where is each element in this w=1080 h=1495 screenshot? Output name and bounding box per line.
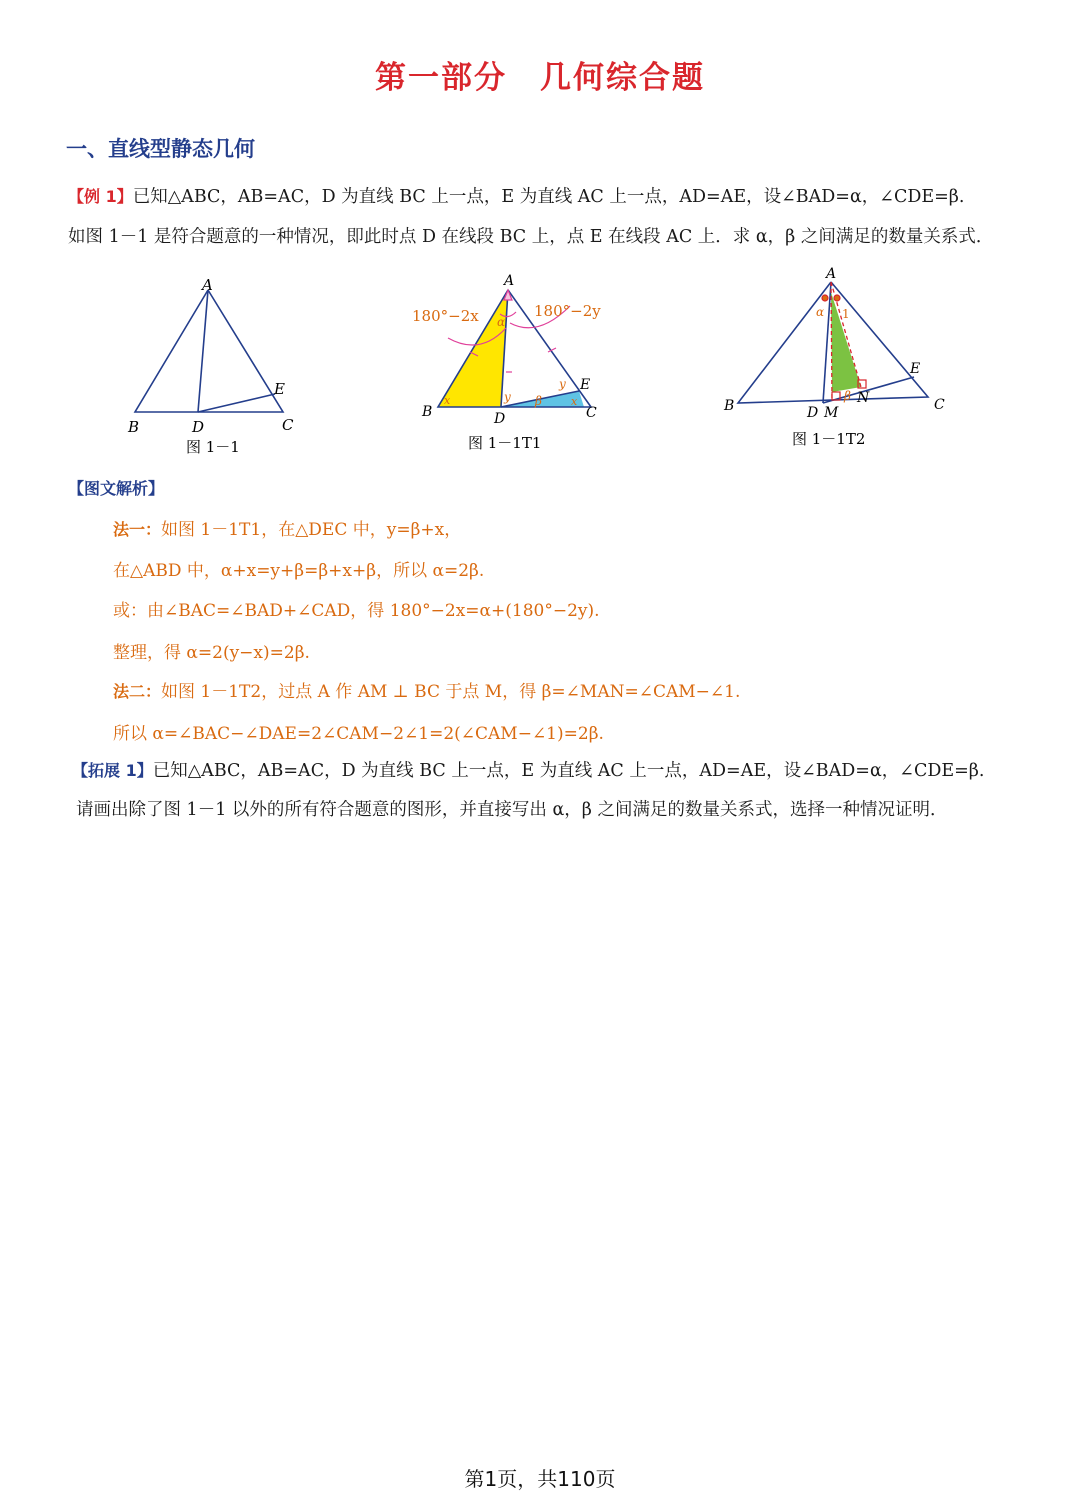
- solution-line: [113, 596, 600, 621]
- example-tag: 【例 1】: [68, 187, 133, 206]
- label-beta: β: [535, 394, 542, 408]
- figure-caption: 图 1－1T1: [468, 434, 542, 452]
- label-m: M: [824, 405, 839, 421]
- triangle-abc: [135, 290, 283, 412]
- label-x-right: x: [571, 395, 578, 408]
- label-d: D: [807, 405, 819, 421]
- section-heading: 一、直线型静态几何: [66, 137, 255, 161]
- figure-1-1: [118, 270, 318, 465]
- label-n: N: [857, 390, 870, 406]
- solution-line: [113, 638, 310, 663]
- label-d: D: [192, 418, 205, 436]
- solution-line: [113, 515, 461, 540]
- label-a: A: [826, 266, 837, 282]
- solution-line: [113, 556, 484, 581]
- solution-lead: 法一：: [113, 520, 162, 539]
- label-b: B: [422, 404, 433, 420]
- extension-text-1: 已知△ABC，AB=AC，D 为直线 BC 上一点，E 为直线 AC 上一点，AD=AE，设∠BAD=α，∠CDE=β.: [152, 761, 985, 781]
- label-c: C: [282, 416, 294, 434]
- solution-text: 或：由∠BAC=∠BAD+∠CAD，得 180°−2x=α+(180°−2y).: [113, 601, 600, 621]
- label-e: E: [274, 380, 285, 398]
- label-a: A: [202, 276, 213, 294]
- label-angle-left: 180°−2x: [412, 307, 479, 325]
- label-c: C: [934, 397, 945, 413]
- figure-1-1t1: [408, 268, 618, 458]
- label-one: 1: [842, 307, 850, 321]
- label-e: E: [910, 361, 921, 377]
- label-alpha: α: [816, 305, 825, 319]
- solution-text: 如图 1－1T2，过点 A 作 AM ⊥ BC 于点 M，得 β=∠MAN=∠CAM−∠1.: [161, 682, 741, 702]
- figure-caption: 图 1－1: [186, 438, 240, 456]
- figure-1-1t2: [718, 264, 958, 454]
- label-y-right: y: [559, 377, 566, 391]
- label-angle-right: 180°−2y: [534, 302, 601, 320]
- extension-tag: 【拓展 1】: [72, 761, 153, 780]
- example-line-1: [68, 183, 1028, 211]
- solution-text: 整理，得 α=2(y−x)=2β.: [113, 643, 310, 663]
- figure-caption: 图 1－1T2: [792, 430, 866, 448]
- label-y-bottom: y: [504, 390, 511, 404]
- solution-text: 所以 α=∠BAC−∠DAE=2∠CAM−2∠1=2(∠CAM−∠1)=2β.: [113, 724, 604, 744]
- solution-line: [113, 677, 740, 702]
- label-a: A: [504, 273, 515, 289]
- example-line-2: 如图 1－1 是符合题意的一种情况，即此时点 D 在线段 BC 上，点 E 在线段 AC 上．求 α，β 之间满足的数量关系式．: [68, 227, 994, 247]
- solution-text: 如图 1－1T1，在△DEC 中，y=β+x，: [161, 520, 462, 540]
- label-b: B: [724, 398, 735, 414]
- analysis-heading: 【图文解析】: [68, 479, 165, 498]
- solution-line: [113, 719, 604, 744]
- label-d: D: [494, 411, 506, 427]
- segment-de: [198, 394, 275, 412]
- label-b: B: [128, 418, 140, 436]
- extension-line-2: 请画出除了图 1－1 以外的所有符合题意的图形，并直接写出 α，β 之间满足的数量关系式，选择一种情况证明．: [76, 800, 948, 820]
- solution-lead: 法二：: [113, 682, 162, 701]
- solution-text: 在△ABD 中，α+x=y+β=β+x+β，所以 α=2β.: [113, 561, 485, 581]
- segment-ad: [198, 290, 208, 412]
- page-footer: 第1页，共110页: [464, 1467, 616, 1491]
- label-beta: β: [844, 389, 851, 403]
- example-text-1: 已知△ABC，AB=AC，D 为直线 BC 上一点，E 为直线 AC 上一点，AD=AE，设∠BAD=α，∠CDE=β.: [132, 187, 965, 207]
- extension-line-1: [72, 757, 1032, 785]
- label-c: C: [586, 405, 597, 421]
- label-alpha: α: [497, 315, 506, 329]
- label-x-left: x: [444, 394, 451, 407]
- page-title: 第一部分 几何综合题: [375, 60, 705, 96]
- label-e: E: [580, 377, 591, 393]
